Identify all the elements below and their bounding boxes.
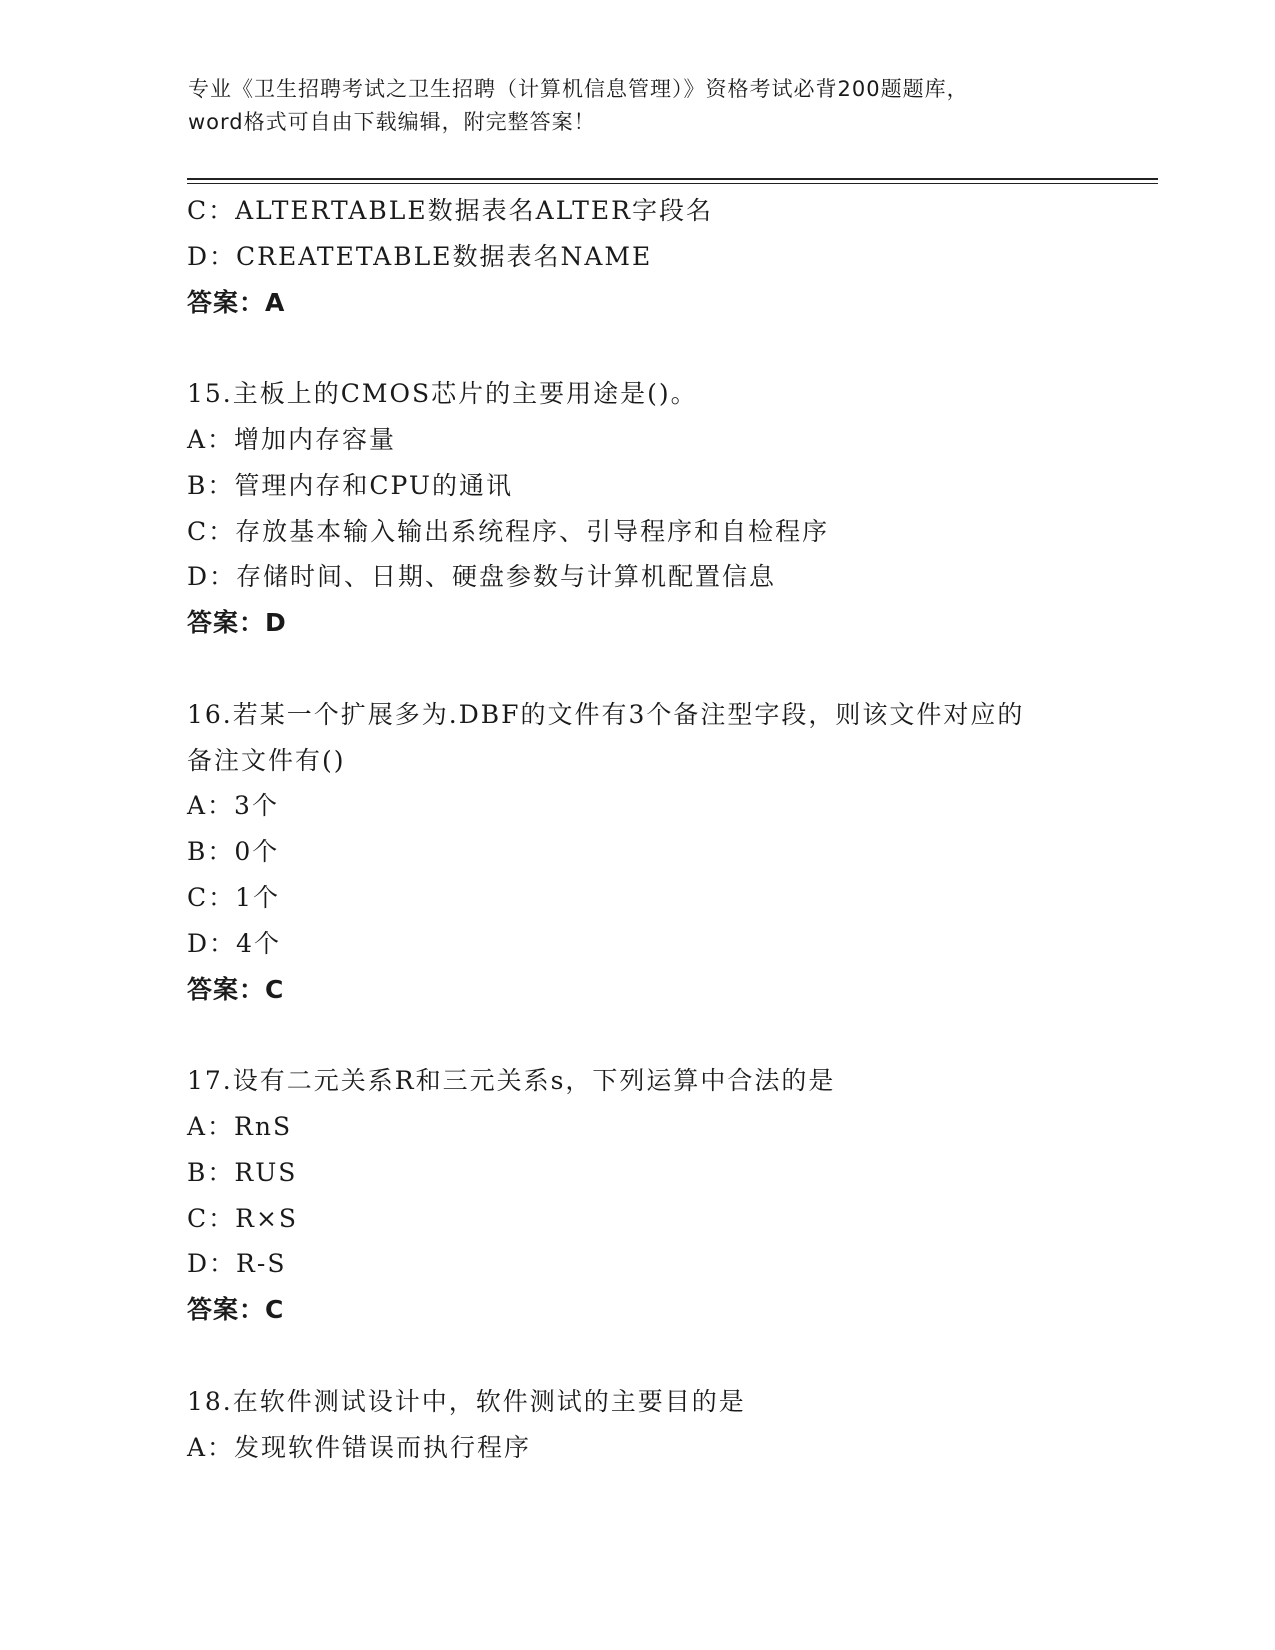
header-title-line-1: 专业《卫生招聘考试之卫生招聘（计算机信息管理）》资格考试必背200题题库，: [188, 77, 969, 101]
question-stem: 17.设有二元关系R和三元关系s，下列运算中合法的是: [187, 1066, 836, 1096]
option-a: A：发现软件错误而执行程序: [187, 1432, 532, 1462]
header-divider-thin: [187, 183, 1158, 184]
question-stem: 18.在软件测试设计中，软件测试的主要目的是: [187, 1386, 746, 1416]
header-divider-thick: [187, 178, 1158, 180]
document-header: [188, 73, 1088, 139]
option-c: C：ALTERTABLE数据表名ALTER字段名: [187, 196, 714, 225]
question-stem: 16.若某一个扩展多为.DBF的文件有3个备注型字段，则该文件对应的: [187, 699, 1025, 729]
question-16: [187, 692, 1147, 1013]
question-prev: [187, 188, 1147, 325]
answer: 答案：D: [187, 608, 287, 638]
option-c: C：1个: [187, 882, 281, 912]
spacer: [187, 1012, 1147, 1058]
question-17: [187, 1058, 1147, 1333]
header-title-line-2: word格式可自由下载编辑，附完整答案！: [188, 110, 596, 134]
answer: 答案：A: [187, 287, 286, 317]
question-15: [187, 371, 1147, 646]
option-b: B：0个: [187, 837, 280, 867]
option-b: B：管理内存和CPU的通讯: [187, 470, 513, 500]
option-a: A：增加内存容量: [187, 424, 397, 454]
spacer: [187, 1333, 1147, 1379]
option-c: C：存放基本输入输出系统程序、引导程序和自检程序: [187, 516, 830, 546]
question-stem-continued: 备注文件有(): [187, 745, 346, 775]
option-d: D：CREATETABLE数据表名NAME: [187, 241, 653, 271]
question-stem: 15.主板上的CMOS芯片的主要用途是()。: [187, 379, 698, 409]
option-d: D：R-S: [187, 1249, 287, 1279]
option-b: B：RUS: [187, 1157, 298, 1187]
option-d: D：4个: [187, 928, 281, 958]
answer: 答案：C: [187, 1295, 285, 1325]
spacer: [187, 325, 1147, 371]
document-body: [187, 188, 1147, 1470]
spacer: [187, 646, 1147, 692]
option-c: C：R×S: [187, 1203, 299, 1233]
option-a: A：3个: [187, 791, 279, 821]
option-d: D：存储时间、日期、硬盘参数与计算机配置信息: [187, 562, 777, 592]
question-18: [187, 1379, 1147, 1471]
option-a: A：RnS: [187, 1111, 293, 1141]
answer: 答案：C: [187, 974, 285, 1004]
